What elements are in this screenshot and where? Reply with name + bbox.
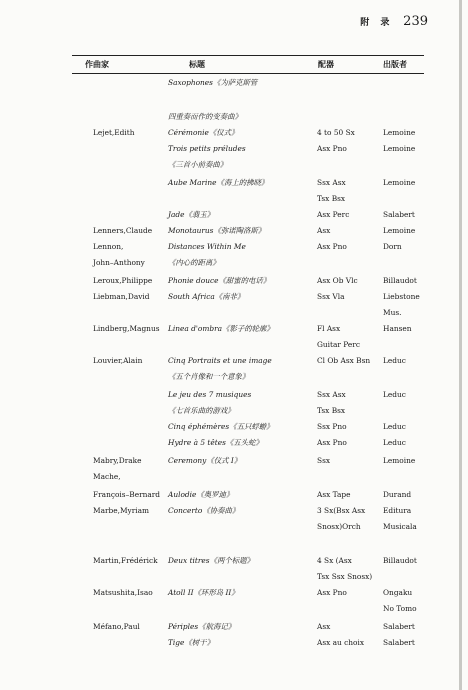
- cell-scoring: Asx Pno: [317, 438, 347, 447]
- cell-publisher: Salabert: [383, 210, 415, 219]
- cell-title: Périples《航海记》: [168, 622, 236, 631]
- cell-title: Phonie douce《甜蜜的电话》: [168, 276, 271, 285]
- cell-title: Jade《翡玉》: [168, 210, 215, 219]
- cell-scoring: Asx: [317, 622, 331, 631]
- cell-title: 《三首小前奏曲》: [168, 160, 228, 169]
- cell-publisher: Leduc: [383, 422, 406, 431]
- cell-scoring: Ssx Pno: [317, 422, 347, 431]
- cell-composer: Louvier,Alain: [93, 356, 143, 365]
- cell-publisher: Editura: [383, 506, 412, 515]
- cell-scoring: Asx Perc: [317, 210, 350, 219]
- cell-publisher: Leduc: [383, 390, 406, 399]
- cell-title: 四重奏而作的变奏曲》: [168, 112, 242, 121]
- table-header-rule: [72, 73, 424, 74]
- cell-scoring: Ssx Asx: [317, 390, 346, 399]
- cell-scoring: Asx au choix: [317, 638, 365, 647]
- column-header-composer: 作曲家: [85, 59, 109, 69]
- cell-title: Distances Within Me: [168, 242, 246, 251]
- cell-title: South Africa《南非》: [168, 292, 245, 301]
- cell-title: Atoll II《环形岛 II》: [168, 588, 239, 597]
- cell-title: 《七首乐曲的游戏》: [168, 406, 235, 415]
- cell-title: Concerto《协奏曲》: [168, 506, 240, 515]
- cell-scoring: Asx Ob Vlc: [317, 276, 358, 285]
- cell-publisher: Lemoine: [383, 144, 416, 153]
- cell-title: Trois petits préludes: [168, 144, 246, 153]
- cell-publisher: Salabert: [383, 622, 415, 631]
- cell-scoring: Tsx Bsx: [317, 406, 346, 415]
- page-header: [360, 14, 428, 29]
- cell-publisher: Billaudot: [383, 556, 417, 565]
- cell-composer: Martin,Frédérick: [93, 556, 158, 565]
- column-header-title: 标题: [189, 59, 205, 69]
- cell-publisher: Mus.: [383, 308, 402, 317]
- cell-scoring: Asx Pno: [317, 144, 347, 153]
- cell-composer: Marbe,Myriam: [93, 506, 150, 515]
- cell-scoring: 4 to 50 Sx: [317, 128, 355, 137]
- cell-composer: Leroux,Philippe: [93, 276, 153, 285]
- cell-title: Cinq éphémères《五只蜉蝣》: [168, 422, 274, 431]
- cell-composer: Méfano,Paul: [93, 622, 140, 631]
- cell-scoring: Asx Pno: [317, 242, 347, 251]
- cell-title: Le jeu des 7 musiques: [168, 390, 252, 399]
- page-edge-shadow: [459, 0, 462, 690]
- cell-scoring: Ssx Vla: [317, 292, 345, 301]
- cell-title: Aube Marine《海上的拂晓》: [168, 178, 269, 187]
- cell-scoring: Ssx: [317, 456, 331, 465]
- cell-publisher: No Tomo: [383, 604, 417, 613]
- cell-publisher: Billaudot: [383, 276, 417, 285]
- table-top-rule: [72, 55, 424, 56]
- cell-publisher: Lemoine: [383, 178, 416, 187]
- cell-composer: Lejet,Edith: [93, 128, 135, 137]
- cell-composer: Lennon,: [93, 242, 124, 251]
- cell-composer: Lenners,Claude: [93, 226, 153, 235]
- page-number: 239: [403, 14, 428, 29]
- cell-scoring: Tsx Bsx: [317, 194, 346, 203]
- cell-composer: François–Bernard: [93, 490, 161, 499]
- cell-publisher: Musicala: [383, 522, 417, 531]
- cell-publisher: Lemoine: [383, 128, 416, 137]
- cell-publisher: Lemoine: [383, 226, 416, 235]
- cell-scoring: Guitar Perc: [317, 340, 360, 349]
- cell-composer: Mache,: [93, 472, 121, 481]
- cell-publisher: Dorn: [383, 242, 402, 251]
- cell-publisher: Ongaku: [383, 588, 413, 597]
- cell-publisher: Hansen: [383, 324, 412, 333]
- cell-publisher: Lemoine: [383, 456, 416, 465]
- cell-scoring: Asx Pno: [317, 588, 347, 597]
- cell-scoring: 4 Sx (Asx: [317, 556, 352, 565]
- cell-publisher: Durand: [383, 490, 412, 499]
- cell-title: Ceremony《仪式 I》: [168, 456, 242, 465]
- cell-publisher: Liebstone: [383, 292, 420, 301]
- cell-title: Tige《树干》: [168, 638, 214, 647]
- cell-title: Linea d'ombra《影子的轮廓》: [168, 324, 274, 333]
- cell-title: Deux titres《两个标题》: [168, 556, 254, 565]
- column-header-publisher: 出版者: [383, 59, 407, 69]
- cell-composer: John–Anthony: [93, 258, 145, 267]
- cell-title: 《内心的距离》: [168, 258, 220, 267]
- cell-publisher: Leduc: [383, 438, 406, 447]
- cell-composer: Liebman,David: [93, 292, 150, 301]
- cell-scoring: Asx Tape: [317, 490, 351, 499]
- cell-scoring: Ssx Asx: [317, 178, 346, 187]
- cell-title: Aulodie《奥罗迪》: [168, 490, 234, 499]
- cell-publisher: Salabert: [383, 638, 415, 647]
- cell-scoring: Fl Asx: [317, 324, 341, 333]
- cell-scoring: Asx: [317, 226, 331, 235]
- cell-scoring: Cl Ob Asx Bsn: [317, 356, 371, 365]
- cell-scoring: Tsx Ssx Snosx): [317, 572, 373, 581]
- cell-title: Saxophones《为萨克斯管: [168, 78, 258, 87]
- cell-title: Monotaurus《弥诺陶洛斯》: [168, 226, 266, 235]
- cell-scoring: Snosx)Orch: [317, 522, 361, 531]
- cell-publisher: Leduc: [383, 356, 406, 365]
- cell-title: 《五个肖像和一个意象》: [168, 372, 250, 381]
- running-head: 附 录: [360, 18, 394, 28]
- cell-title: Cinq Portraits et une image: [168, 356, 272, 365]
- cell-title: Cérémonie《仪式》: [168, 128, 239, 137]
- cell-composer: Lindberg,Magnus: [93, 324, 160, 333]
- column-header-scoring: 配器: [318, 59, 334, 69]
- cell-title: Hydre à 5 têtes《五头蛇》: [168, 438, 263, 447]
- cell-composer: Mabry,Drake: [93, 456, 142, 465]
- cell-composer: Matsushita,Isao: [93, 588, 153, 597]
- cell-scoring: 3 Sx(Bsx Asx: [317, 506, 366, 515]
